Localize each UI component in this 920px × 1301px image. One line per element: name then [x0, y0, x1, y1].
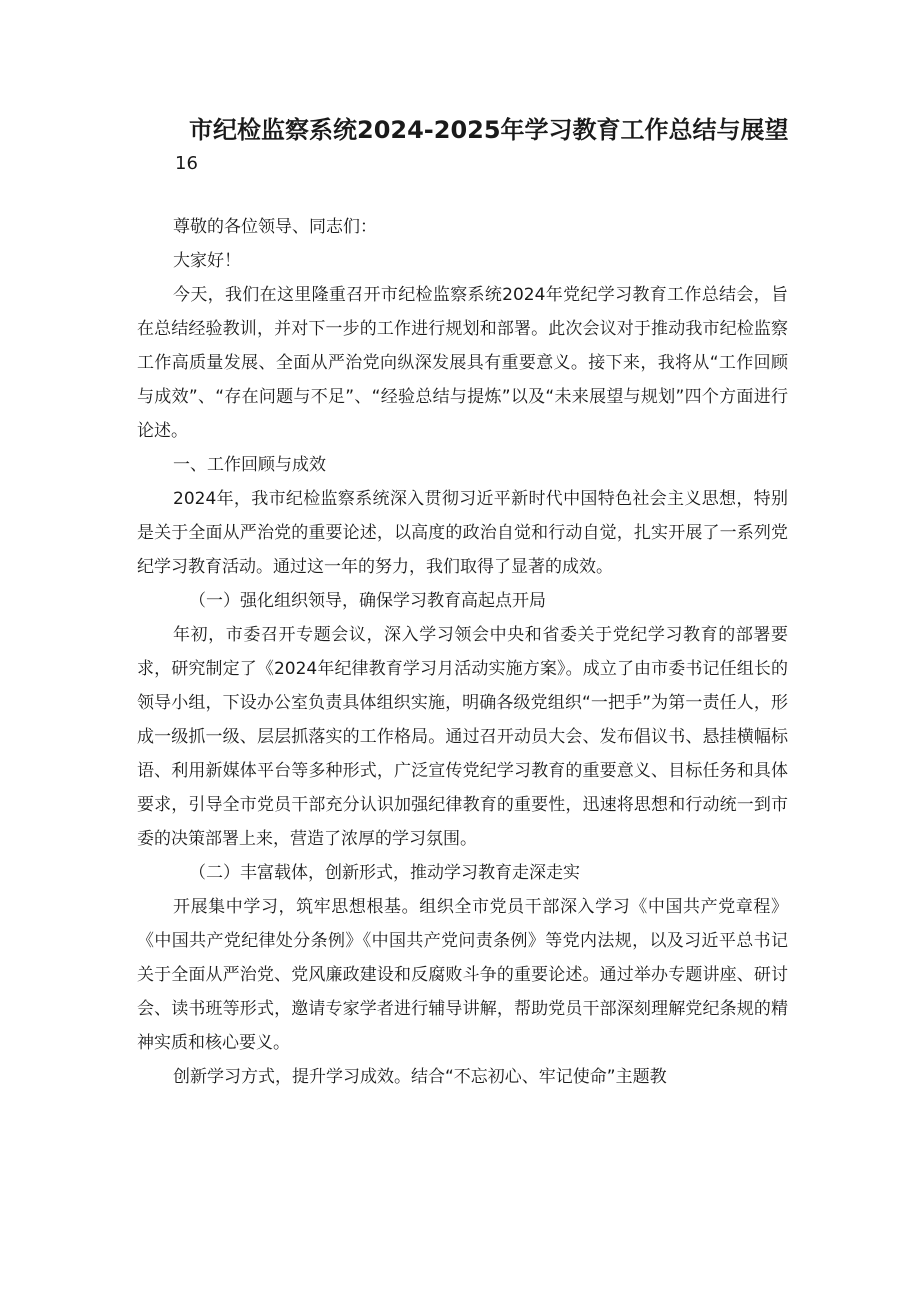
- subsection-heading-1: （一）强化组织领导，确保学习教育高起点开局: [189, 591, 546, 611]
- greeting: 大家好！: [173, 251, 241, 271]
- subsection-heading-2: （二）丰富载体，创新形式，推动学习教育走深走实: [189, 863, 580, 883]
- document-number: 16: [175, 153, 198, 174]
- document-title: 市纪检监察系统2024-2025年学习教育工作总结与展望: [189, 116, 789, 144]
- salutation: 尊敬的各位领导、同志们：: [173, 217, 377, 237]
- paragraph-review: 2024年，我市纪检监察系统深入贯彻习近平新时代中国特色社会主义思想，特别是关于全面从严治党的重要论述，以高度的政治自觉和行动自觉，扎实开展了一系列党纪学习教育活动。通过这一年的努力，我们取得了显著的成效。: [137, 489, 788, 577]
- document-body: [137, 112, 788, 1094]
- paragraph-innovation: 创新学习方式，提升学习成效。结合“不忘初心、牢记使命”主题教: [173, 1067, 667, 1087]
- paragraph-intro: 今天，我们在这里隆重召开市纪检监察系统2024年党纪学习教育工作总结会，旨在总结经验教训，并对下一步的工作进行规划和部署。此次会议对于推动我市纪检监察工作高质量发展、全面从严治党向纵深发展具有重要意义。接下来，我将从“工作回顾与成效”、“存在问题与不足”、“经验总结与提炼”以及“未来展望与规划”四个方面进行论述。: [137, 285, 788, 441]
- section-heading: 一、工作回顾与成效: [173, 455, 326, 475]
- paragraph-study: 开展集中学习，筑牢思想根基。组织全市党员干部深入学习《中国共产党章程》《中国共产党纪律处分条例》《中国共产党问责条例》等党内法规，以及习近平总书记关于全面从严治党、党风廉政建设和反腐败斗争的重要论述。通过举办专题讲座、研讨会、读书班等形式，邀请专家学者进行辅导讲解，帮助党员干部深刻理解党纪条规的精神实质和核心要义。: [137, 897, 788, 1053]
- paragraph-organization: 年初，市委召开专题会议，深入学习领会中央和省委关于党纪学习教育的部署要求，研究制定了《2024年纪律教育学习月活动实施方案》。成立了由市委书记任组长的领导小组，下设办公室负责具体组织实施，明确各级党组织“一把手”为第一责任人，形成一级抓一级、层层抓落实的工作格局。通过召开动员大会、发布倡议书、悬挂横幅标语、利用新媒体平台等多种形式，广泛宣传党纪学习教育的重要意义、目标任务和具体要求，引导全市党员干部充分认识加强纪律教育的重要性，迅速将思想和行动统一到市委的决策部署上来，营造了浓厚的学习氛围。: [137, 625, 788, 849]
